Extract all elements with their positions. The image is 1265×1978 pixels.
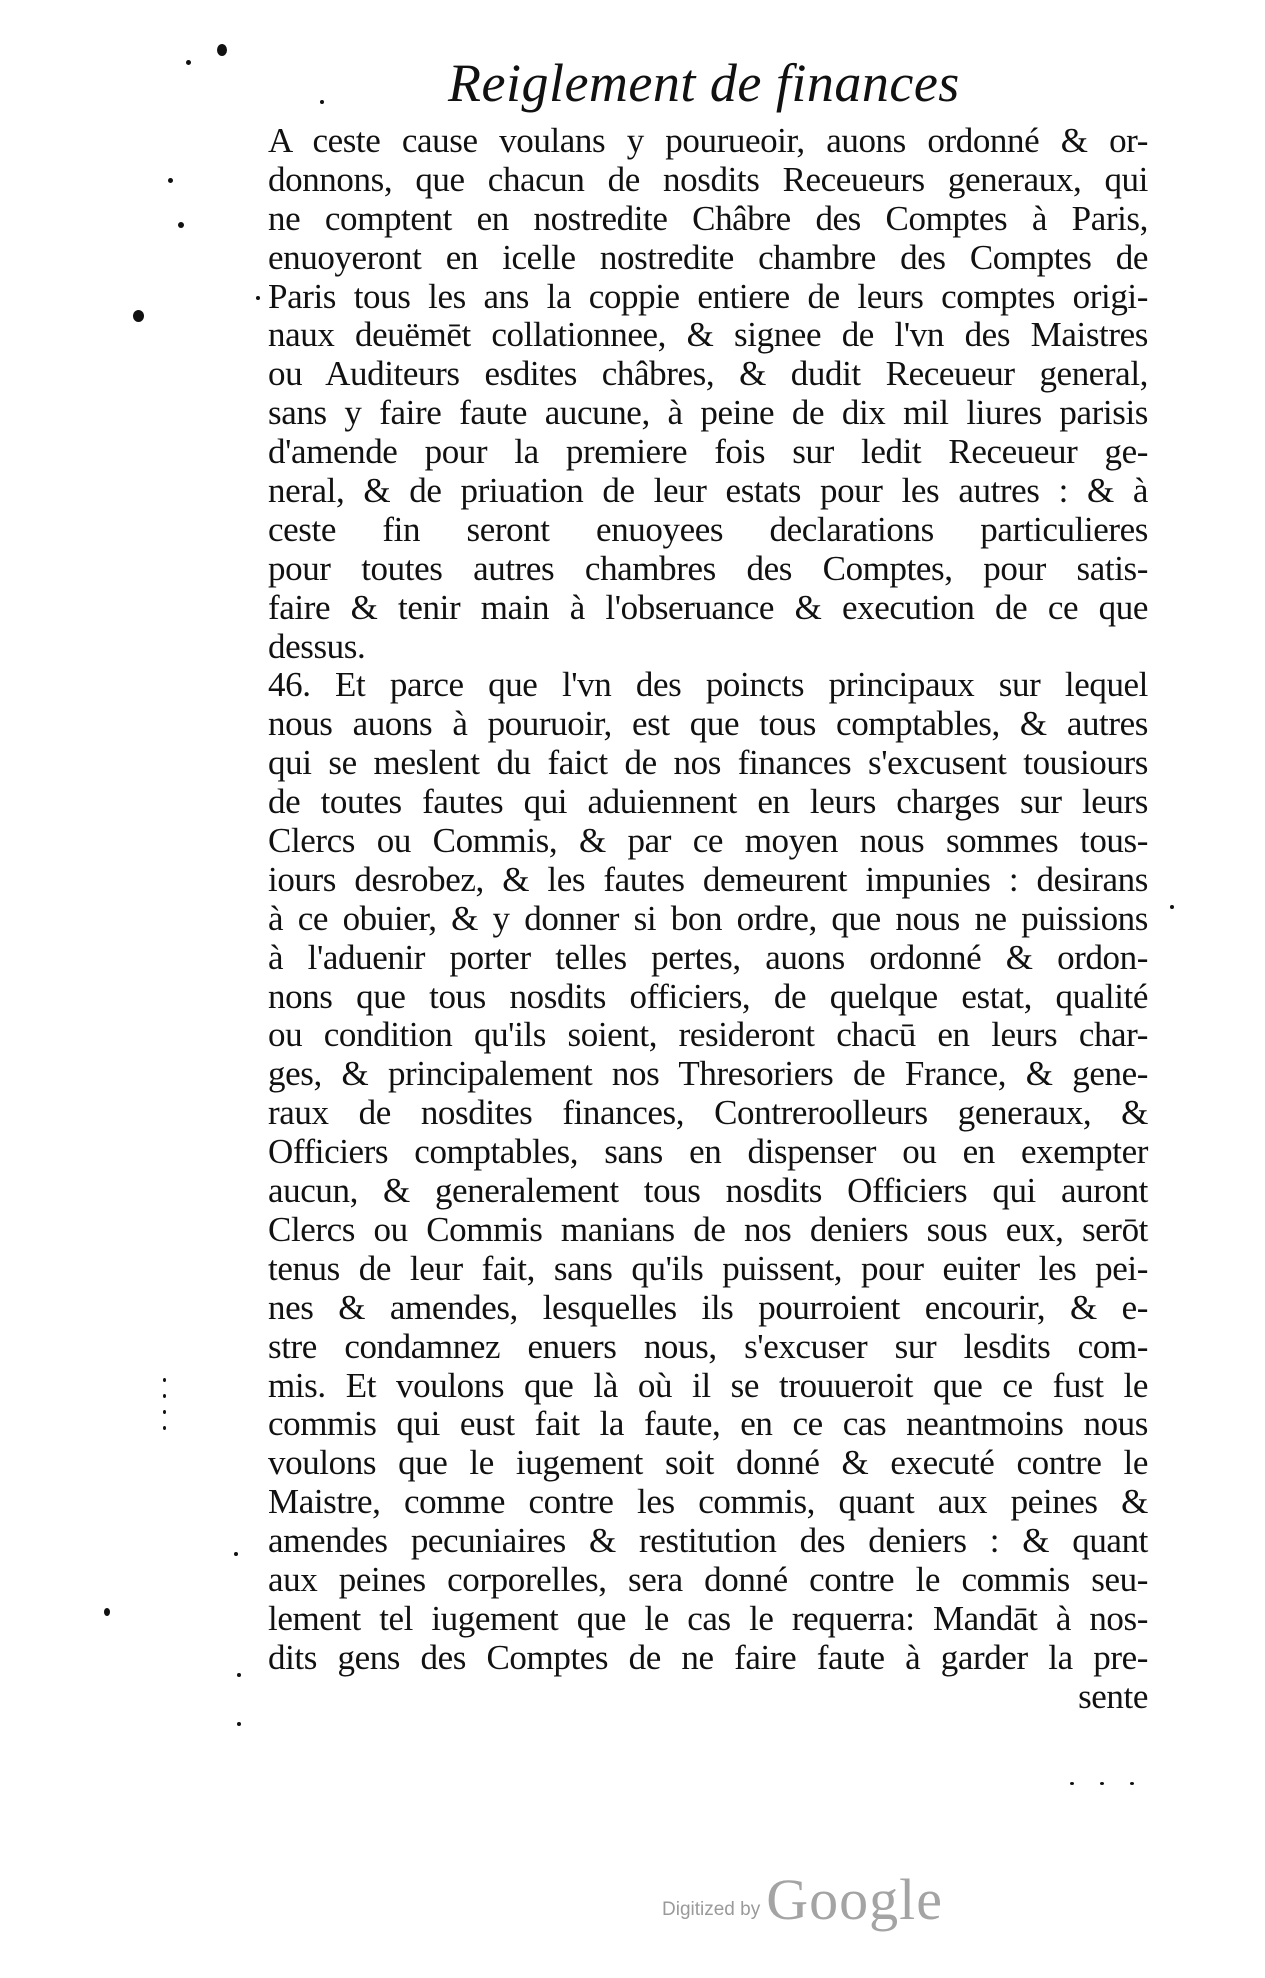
text-line: qui se meslent du faict de nos finances s'excusent tousiours (268, 743, 1148, 783)
ink-speck (237, 1673, 241, 1677)
text-line: de toutes fautes qui aduiennent en leurs charges sur leurs (268, 782, 1148, 822)
text-line: ges, & principalement nos Thresoriers de France, & gene- (268, 1054, 1148, 1094)
ink-speck (1170, 905, 1174, 909)
watermark-prefix: Digitized by (662, 1899, 761, 1920)
ink-speck (163, 1394, 166, 1398)
ink-speck (178, 222, 184, 228)
text-line: Clercs ou Commis manians de nos deniers sous eux, serōt (268, 1209, 1148, 1249)
text-line: iours desrobez, & les fautes demeurent impunies : desirans (268, 859, 1148, 899)
ink-speck (234, 1552, 238, 1556)
text-line: lement tel iugement que le cas le requerra: Mandāt à nos- (268, 1598, 1148, 1638)
text-line: nons que tous nosdits officiers, de quelque estat, qualité (268, 976, 1148, 1016)
text-line: neral, & de priuation de leur estats pour les autres : & à (268, 471, 1148, 511)
text-line: Officiers comptables, sans en dispenser ou en exempter (268, 1132, 1148, 1172)
text-line: ne comptent en nostredite Châbre des Comptes à Paris, (268, 198, 1148, 238)
ink-speck (237, 1722, 241, 1726)
article-46-first-line: 46. Et parce que l'vn des poincts principaux sur lequel (268, 665, 1148, 705)
text-line: naux deuëmēt collationnee, & signee de l'vn des Maistres (268, 315, 1148, 355)
text-line: stre condamnez enuers nous, s'excuser sur lesdits com- (268, 1326, 1148, 1366)
text-line: Clercs ou Commis, & par ce moyen nous sommes tous- (268, 821, 1148, 861)
text-line: faire & tenir main à l'obseruance & execution de ce que (268, 587, 1148, 627)
text-line: A ceste cause voulans y pourueoir, auons ordonné & or- (268, 121, 1148, 160)
text-line: Paris tous les ans la coppie entiere de leurs comptes origi- (268, 276, 1148, 316)
ink-speck (163, 1378, 166, 1382)
text-line: raux de nosdites finances, Contreroolleurs generaux, & (268, 1093, 1148, 1133)
catchword: sente (1078, 1676, 1148, 1716)
text-line: ceste fin seront enuoyees declarations particulieres (268, 509, 1148, 549)
text-line: commis qui eust fait la faute, en ce cas neantmoins nous (268, 1404, 1148, 1444)
text-line: sans y faire faute aucune, à peine de dix mil liures parisis (268, 393, 1148, 433)
text-line: d'amende pour la premiere fois sur ledit Receueur ge- (268, 432, 1148, 472)
digitized-watermark (662, 1866, 943, 1933)
text-line: enuoyeront en icelle nostredite chambre des Comptes de (268, 237, 1148, 277)
text-line: ou Auditeurs esdites châbres, & dudit Receueur general, (268, 354, 1148, 394)
text-line: aucun, & generalement tous nosdits Officiers qui auront (268, 1171, 1148, 1211)
text-line: à ce obuier, & y donner si bon ordre, que nous ne puissions (268, 898, 1148, 938)
text-line: aux peines corporelles, sera donné contre le commis seu- (268, 1559, 1148, 1599)
text-line: voulons que le iugement soit donné & executé contre le (268, 1443, 1148, 1483)
text-line: Maistre, comme contre les commis, quant aux peines & (268, 1482, 1148, 1522)
ink-speck (168, 178, 173, 183)
ink-speck (217, 44, 227, 56)
body-text-block (268, 122, 1148, 1717)
ink-speck (163, 1426, 166, 1430)
text-line: ou condition qu'ils soient, resideront chacū en leurs char- (268, 1015, 1148, 1055)
ink-speck (1070, 1782, 1074, 1785)
ink-speck (256, 296, 260, 300)
text-line: donnons, que chacun de nosdits Receueurs generaux, qui (268, 159, 1148, 199)
text-line: pour toutes autres chambres des Comptes, pour satis- (268, 548, 1148, 588)
ink-speck (1130, 1782, 1134, 1785)
ink-speck (186, 60, 191, 65)
running-header-title: Reiglement de finances (448, 53, 960, 113)
text-line: tenus de leur fait, sans qu'ils puissent, pour euiter les pei- (268, 1248, 1148, 1288)
ink-speck (320, 100, 324, 104)
text-line: mis. Et voulons que là où il se trouueroit que ce fust le (268, 1365, 1148, 1405)
ink-speck (1100, 1782, 1104, 1785)
ink-speck (104, 1608, 110, 1616)
text-line: nous auons à pouruoir, est que tous comptables, & autres (268, 704, 1148, 744)
ink-speck (163, 1410, 166, 1414)
google-logo: Google (766, 1867, 943, 1932)
text-line: dits gens des Comptes de ne faire faute à garder la pre- (268, 1637, 1148, 1677)
text-line: nes & amendes, lesquelles ils pourroient encourir, & e- (268, 1287, 1148, 1327)
text-line: dessus. (268, 626, 366, 666)
text-line: amendes pecuniaires & restitution des deniers : & quant (268, 1521, 1148, 1561)
ink-speck (133, 310, 144, 322)
text-line: à l'aduenir porter telles pertes, auons ordonné & ordon- (268, 937, 1148, 977)
